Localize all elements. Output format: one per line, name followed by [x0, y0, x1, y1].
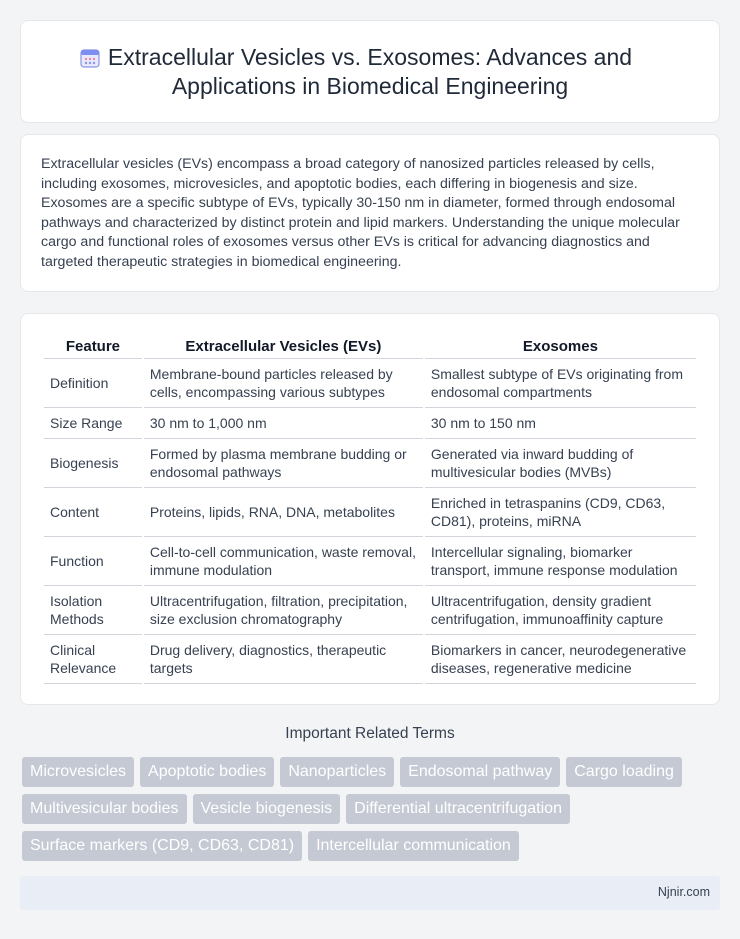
- related-term-tag[interactable]: Cargo loading: [566, 757, 682, 787]
- row-evs: Formed by plasma membrane budding or endosomal pathways: [144, 439, 423, 488]
- row-feature: Definition: [44, 359, 142, 408]
- table-row: [44, 635, 696, 684]
- header-feature: Feature: [44, 334, 142, 359]
- table-row: [44, 359, 696, 408]
- row-evs: Proteins, lipids, RNA, DNA, metabolites: [144, 488, 423, 537]
- row-exosomes: Biomarkers in cancer, neurodegenerative diseases, regenerative medicine: [425, 635, 696, 684]
- related-term-tag[interactable]: Surface markers (CD9, CD63, CD81): [22, 831, 302, 861]
- row-exosomes: 30 nm to 150 nm: [425, 408, 696, 439]
- row-exosomes: Intercellular signaling, biomarker transport, immune response modulation: [425, 537, 696, 586]
- page-title: [21, 43, 719, 101]
- title-line-2: Applications in Biomedical Engineering: [171, 73, 569, 99]
- row-exosomes: Enriched in tetraspanins (CD9, CD63, CD81), proteins, miRNA: [425, 488, 696, 537]
- row-evs: Drug delivery, diagnostics, therapeutic targets: [144, 635, 423, 684]
- related-term-tag[interactable]: Endosomal pathway: [400, 757, 560, 787]
- footer-bar: [20, 876, 720, 910]
- header-exosomes: Exosomes: [425, 334, 696, 359]
- row-feature: Function: [44, 537, 142, 586]
- row-exosomes: Generated via inward budding of multivesicular bodies (MVBs): [425, 439, 696, 488]
- related-term-tag[interactable]: Apoptotic bodies: [140, 757, 274, 787]
- intro-paragraph: Extracellular vesicles (EVs) encompass a broad category of nanosized particles released by cells, including exosomes, microvesicles, and apoptotic bodies, each differing in biogenesis and size. Exosomes are a specific subtype of EVs, typically 30-150 nm in diameter, formed through endosomal pathways and characterized by distinct protein and lipid markers. Understanding the unique molecular cargo and functional roles of exosomes versus other EVs is critical for advancing diagnostics and targeted therapeutic strategies in biomedical engineering.: [41, 156, 680, 270]
- related-term-tag[interactable]: Nanoparticles: [280, 757, 394, 787]
- row-evs: Cell-to-cell communication, waste removal, immune modulation: [144, 537, 423, 586]
- related-term-tag[interactable]: Differential ultracentrifugation: [346, 794, 570, 824]
- table-row: [44, 408, 696, 439]
- related-term-tag[interactable]: Multivesicular bodies: [22, 794, 187, 824]
- row-feature: Biogenesis: [44, 439, 142, 488]
- row-feature: Size Range: [44, 408, 142, 439]
- title-card: [20, 20, 720, 123]
- row-feature: Isolation Methods: [44, 586, 142, 635]
- table-row: [44, 439, 696, 488]
- table-header-row: [44, 334, 696, 359]
- table-row: [44, 488, 696, 537]
- row-evs: Membrane-bound particles released by cells, encompassing various subtypes: [144, 359, 423, 408]
- related-term-tag[interactable]: Vesicle biogenesis: [193, 794, 341, 824]
- row-exosomes: Smallest subtype of EVs originating from endosomal compartments: [425, 359, 696, 408]
- title-line-1: Extracellular Vesicles vs. Exosomes: Advances and: [107, 44, 633, 70]
- comparison-table-card: [20, 313, 720, 705]
- row-evs: 30 nm to 1,000 nm: [144, 408, 423, 439]
- related-term-tag[interactable]: Intercellular communication: [308, 831, 519, 861]
- row-feature: Content: [44, 488, 142, 537]
- table-row: [44, 537, 696, 586]
- row-exosomes: Ultracentrifugation, density gradient centrifugation, immunoaffinity capture: [425, 586, 696, 635]
- related-terms-list: [22, 757, 702, 868]
- header-evs: Extracellular Vesicles (EVs): [144, 334, 423, 359]
- footer-site-link[interactable]: Njnir.com: [657, 885, 710, 899]
- related-terms-title: Important Related Terms: [285, 725, 455, 742]
- comparison-table: [42, 334, 698, 684]
- related-term-tag[interactable]: Microvesicles: [22, 757, 134, 787]
- intro-card: [20, 134, 720, 292]
- row-feature: Clinical Relevance: [44, 635, 142, 684]
- table-row: [44, 586, 696, 635]
- row-evs: Ultracentrifugation, filtration, precipitation, size exclusion chromatography: [144, 586, 423, 635]
